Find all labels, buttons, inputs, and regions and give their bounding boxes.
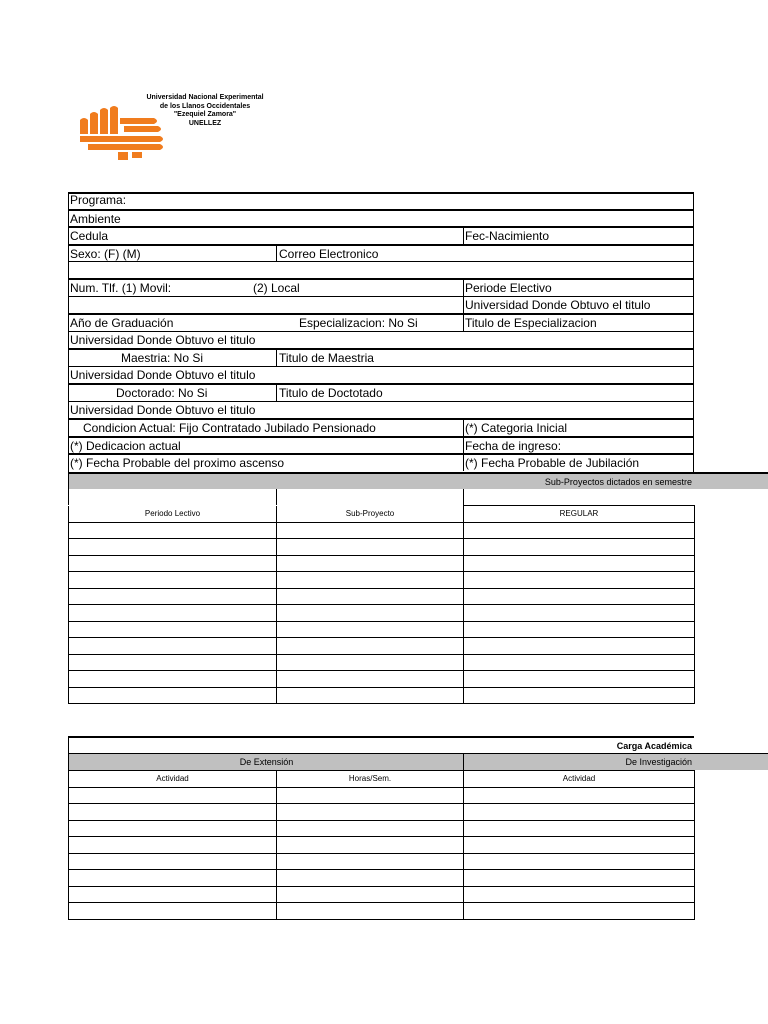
row-univ-maestria — [68, 366, 694, 384]
divider — [276, 348, 277, 366]
fec-nacimiento-label: Fec-Nacimiento — [465, 229, 550, 243]
table-cell[interactable] — [464, 903, 695, 920]
regular-header: REGULAR — [464, 506, 695, 523]
table-cell[interactable] — [464, 787, 695, 804]
table-row — [69, 522, 695, 539]
univ-especializacion-label: Universidad Donde Obtuvo el titulo — [70, 333, 256, 347]
doctorado-label: Doctorado: No Si — [116, 386, 208, 400]
table-row — [69, 572, 695, 589]
row-doctorado — [68, 383, 694, 402]
periodo-header: Periodo Lectivo — [69, 506, 277, 523]
table-cell[interactable] — [464, 820, 695, 837]
table-header-row — [69, 771, 695, 788]
actividad-investigacion-header: Actividad — [464, 771, 695, 788]
table-cell[interactable] — [464, 555, 695, 572]
table-row — [69, 605, 695, 622]
univ-doctorado-label: Universidad Donde Obtuvo el titulo — [70, 403, 256, 417]
anio-graduacion-label: Año de Graduación — [70, 316, 174, 330]
row-ascenso — [68, 453, 694, 472]
row-univ-doctorado — [68, 401, 694, 419]
table-row — [69, 687, 695, 704]
subprojects-banner — [68, 472, 768, 489]
table-row — [69, 621, 695, 638]
table-cell[interactable] — [464, 687, 695, 704]
subprojects-banner-text: Sub-Proyectos dictados en semestre — [544, 477, 692, 487]
extension-header: De Extensión — [239, 757, 294, 767]
row-programa — [68, 192, 694, 209]
divider — [276, 383, 277, 401]
table-cell[interactable] — [277, 588, 464, 605]
univ-maestria-label: Universidad Donde Obtuvo el titulo — [70, 368, 256, 382]
table-row — [69, 539, 695, 556]
horas-header: Horas/Sem. — [277, 771, 464, 788]
table-cell[interactable] — [277, 522, 464, 539]
table-cell[interactable] — [69, 820, 277, 837]
table-row — [69, 588, 695, 605]
table-cell[interactable] — [464, 539, 695, 556]
titulo-doctorado-label: Titulo de Doctotado — [279, 386, 383, 400]
table-cell[interactable] — [464, 671, 695, 688]
institution-line: Universidad Nacional Experimental — [146, 94, 264, 101]
carga-title-row — [68, 736, 694, 753]
table-cell[interactable] — [277, 886, 464, 903]
table-row — [69, 804, 695, 821]
row-graduacion — [68, 313, 694, 332]
maestria-label: Maestria: No Si — [121, 351, 204, 365]
table-cell[interactable] — [277, 787, 464, 804]
table-cell[interactable] — [69, 555, 277, 572]
table-cell[interactable] — [464, 605, 695, 622]
table-cell[interactable] — [464, 870, 695, 887]
investigacion-header: De Investigación — [625, 757, 692, 767]
divider — [463, 489, 464, 505]
institution-line: UNELLEZ — [188, 119, 222, 127]
table-row — [69, 638, 695, 655]
table-cell[interactable] — [277, 853, 464, 870]
row-univ-titulo — [68, 296, 694, 314]
ambiente-label: Ambiente — [70, 212, 121, 226]
table-row — [69, 903, 695, 920]
table-cell[interactable] — [277, 820, 464, 837]
table-row — [69, 671, 695, 688]
table-cell[interactable] — [69, 886, 277, 903]
table-cell[interactable] — [277, 654, 464, 671]
divider — [68, 489, 69, 505]
correo-label: Correo Electronico — [279, 247, 379, 261]
carga-table — [68, 770, 695, 920]
divider — [463, 418, 464, 471]
table-cell[interactable] — [69, 837, 277, 854]
titulo-maestria-label: Titulo de Maestria — [279, 351, 374, 365]
subprojects-table — [68, 505, 695, 704]
table-cell[interactable] — [69, 671, 277, 688]
table-row — [69, 787, 695, 804]
table-cell[interactable] — [69, 804, 277, 821]
fecha-ingreso-label: Fecha de ingreso: — [465, 439, 562, 453]
titulo-especializacion-label: Titulo de Especializacion — [465, 316, 597, 330]
table-cell[interactable] — [69, 638, 277, 655]
univ-titulo-label: Universidad Donde Obtuvo el titulo — [465, 298, 651, 312]
table-row — [69, 837, 695, 854]
especializacion-label: Especializacion: No Si — [299, 316, 418, 330]
table-cell[interactable] — [69, 539, 277, 556]
programa-label: Programa: — [70, 193, 127, 207]
table-cell[interactable] — [464, 886, 695, 903]
divider — [463, 754, 464, 770]
table-cell[interactable] — [69, 605, 277, 622]
table-row — [69, 886, 695, 903]
table-cell[interactable] — [464, 654, 695, 671]
table-cell[interactable] — [69, 903, 277, 920]
table-cell[interactable] — [69, 522, 277, 539]
table-header-row — [69, 506, 695, 523]
table-cell[interactable] — [464, 621, 695, 638]
table-cell[interactable] — [69, 853, 277, 870]
divider — [276, 489, 277, 505]
table-cell[interactable] — [277, 870, 464, 887]
table-cell[interactable] — [277, 687, 464, 704]
table-cell[interactable] — [69, 787, 277, 804]
categoria-inicial-label: (*) Categoria Inicial — [465, 421, 568, 435]
row-maestria — [68, 348, 694, 367]
table-cell[interactable] — [277, 671, 464, 688]
table-cell[interactable] — [69, 621, 277, 638]
table-cell[interactable] — [277, 804, 464, 821]
row-blank-1 — [68, 261, 694, 279]
table-cell[interactable] — [69, 654, 277, 671]
table-cell[interactable] — [277, 621, 464, 638]
table-row — [69, 853, 695, 870]
table-row — [69, 870, 695, 887]
table-cell[interactable] — [464, 837, 695, 854]
table-cell[interactable] — [277, 539, 464, 556]
subproyecto-header: Sub-Proyecto — [277, 506, 464, 523]
table-cell[interactable] — [464, 588, 695, 605]
divider — [463, 278, 464, 331]
table-row — [69, 654, 695, 671]
row-univ-especializacion — [68, 331, 694, 349]
table-cell[interactable] — [464, 804, 695, 821]
table-cell[interactable] — [464, 638, 695, 655]
cedula-label: Cedula — [70, 229, 109, 243]
carga-band — [68, 753, 768, 770]
local-label: (2) Local — [253, 281, 300, 295]
carga-title: Carga Académica — [616, 741, 692, 751]
table-cell[interactable] — [464, 572, 695, 589]
table-cell[interactable] — [277, 555, 464, 572]
num-tlf-label: Num. Tlf. (1) Movil: — [70, 281, 172, 295]
actividad-header: Actividad — [69, 771, 277, 788]
fecha-ascenso-label: (*) Fecha Probable del proximo ascenso — [70, 456, 285, 470]
table-cell[interactable] — [69, 572, 277, 589]
table-cell[interactable] — [277, 837, 464, 854]
table-cell[interactable] — [69, 687, 277, 704]
dedicacion-label: (*) Dedicacion actual — [70, 439, 181, 453]
table-row — [69, 820, 695, 837]
periodo-electivo-label: Periode Electivo — [465, 281, 552, 295]
sexo-label: Sexo: (F) (M) — [70, 247, 141, 261]
divider — [276, 244, 277, 261]
row-condicion — [68, 418, 694, 437]
table-cell[interactable] — [464, 853, 695, 870]
table-cell[interactable] — [464, 522, 695, 539]
fecha-jubilacion-label: (*) Fecha Probable de Jubilación — [465, 456, 640, 470]
institution-name — [140, 94, 270, 128]
table-cell[interactable] — [69, 870, 277, 887]
table-cell[interactable] — [277, 572, 464, 589]
table-cell[interactable] — [277, 638, 464, 655]
table-cell[interactable] — [277, 605, 464, 622]
row-cedula — [68, 226, 694, 245]
table-row — [69, 555, 695, 572]
institution-line: "Ezequiel Zamora" — [173, 111, 237, 118]
condicion-label: Condicion Actual: Fijo Contratado Jubilado Pensionado — [83, 421, 376, 435]
row-telefono — [68, 278, 694, 297]
table-cell[interactable] — [277, 903, 464, 920]
table-cell[interactable] — [69, 588, 277, 605]
divider — [463, 226, 464, 244]
institution-line: de los Llanos Occidentales — [159, 102, 251, 110]
